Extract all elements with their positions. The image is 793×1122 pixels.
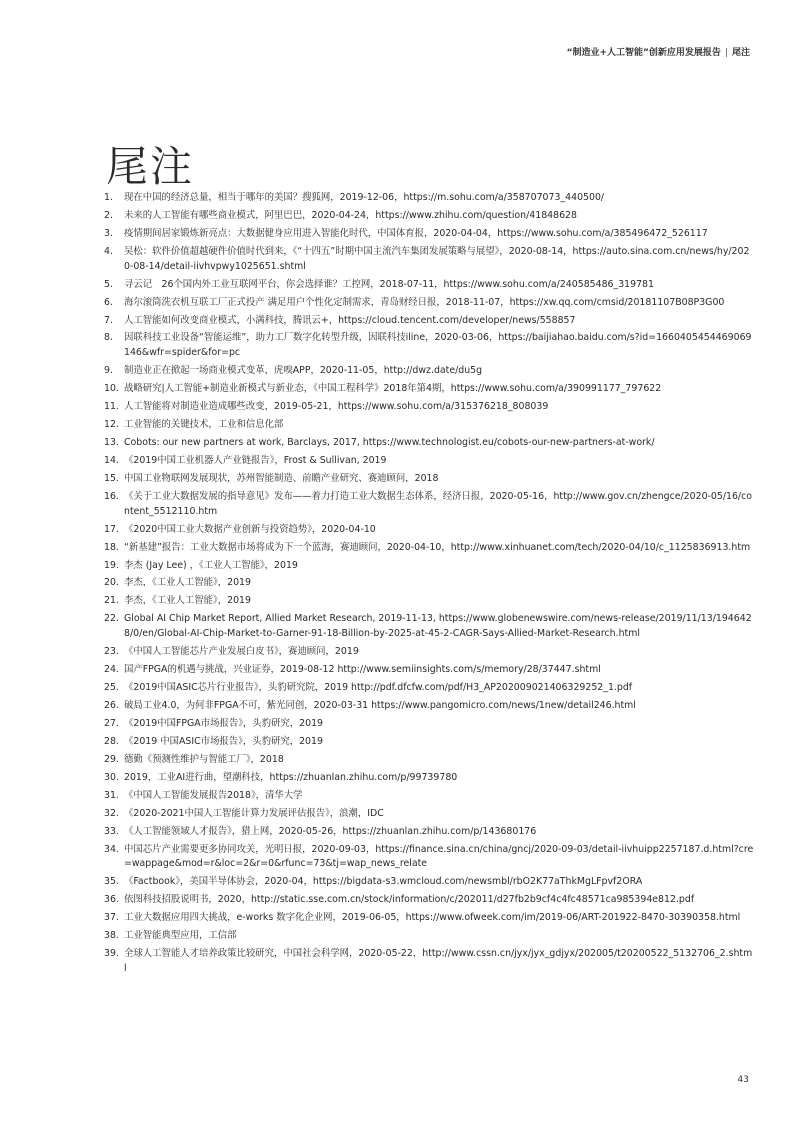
endnote-text: 人工智能将对制造业造成哪些改变，2019-05-21，https://www.sohu.com/a/315376218_808039 (124, 401, 549, 413)
endnote-number: 23. (104, 646, 119, 658)
endnote-number: 15. (104, 472, 119, 484)
endnote-item (104, 436, 754, 451)
endnote-item (104, 875, 754, 890)
endnote-number: 33. (104, 825, 119, 837)
endnote-text: Cobots: our new partners at work, Barclays, 2017, https://www.technologist.eu/cobots-our-new-partners-at-work/ (124, 437, 655, 448)
endnote-text: 2019，工业AI进行曲，望潮科技，https://zhuanlan.zhihu.com/p/99739780 (124, 771, 458, 783)
endnote-item (104, 523, 754, 538)
endnote-item (104, 594, 754, 609)
endnote-number: 37. (104, 912, 119, 924)
endnote-item (104, 947, 754, 976)
endnote-number: 12. (104, 419, 119, 431)
endnote-item (104, 490, 754, 519)
endnote-text: 《Factbook》，美国半导体协会，2020-04，https://bigdata-s3.wmcloud.com/newsmbl/rbO2K77aThkMgLFpvf2ORA (124, 876, 643, 888)
endnote-text: 《2019中国FPGA市场报告》，头豹研究，2019 (124, 717, 323, 729)
endnote-item (104, 612, 754, 641)
endnote-number: 1. (104, 192, 113, 203)
endnote-text: 因联科技工业设备“智能运维”，助力工厂数字化转型升级，因联科技iline，2020-03-06，https://baijiahao.baidu.com/s?id=1660405454469069146&wfr=spider&for=pc (124, 332, 752, 359)
endnote-item (104, 331, 754, 360)
endnote-text: 李杰 (Jay Lee) ，《工业人工智能》，2019 (124, 559, 298, 571)
endnote-number: 13. (104, 437, 119, 448)
endnotes-list (104, 191, 754, 980)
page-title: 尾注 (106, 142, 195, 192)
endnote-text: 《2020-2021中国人工智能计算力发展评估报告》，浪潮，IDC (124, 807, 384, 819)
endnote-text: 《人工智能领域人才报告》，猎上网，2020-05-26，https://zhuanlan.zhihu.com/p/143680176 (124, 825, 537, 837)
endnote-item (104, 418, 754, 433)
endnote-number: 6. (104, 296, 113, 308)
endnote-item (104, 825, 754, 840)
endnote-number: 2. (104, 209, 113, 221)
endnote-number: 10. (104, 383, 119, 395)
endnote-number: 38. (104, 930, 119, 942)
endnote-text: 《2019中国ASIC芯片行业报告》，头豹研究院，2019 http://pdf.dfcfw.com/pdf/H3_AP202009021406329252_1.pdf (124, 682, 633, 693)
endnote-text: 人工智能如何改变商业模式，小满科技，腾讯云+，https://cloud.tencent.com/developer/news/558857 (124, 314, 576, 326)
endnote-number: 26. (104, 699, 119, 711)
endnote-number: 32. (104, 807, 119, 819)
endnote-number: 19. (104, 559, 119, 571)
endnote-item (104, 400, 754, 415)
endnote-item (104, 576, 754, 591)
endnote-text: 《中国人工智能发展报告2018》，清华大学 (124, 789, 303, 801)
report-title: “制造业+人工智能”创新应用发展报告 (566, 48, 721, 58)
endnote-item (104, 681, 754, 696)
endnote-item (104, 314, 754, 329)
endnote-text: 中国芯片产业需要更多协同攻关，光明日报，2020-09-03，https://finance.sina.cn/china/gncj/2020-09-03/detail-iivhuipp2257187.d.html?cre=wappage&mod=r&loc=2&r=0&rfunc=73&tj=wap_news_relate (124, 843, 754, 870)
endnote-number: 3. (104, 227, 113, 239)
endnote-item (104, 364, 754, 379)
endnote-text: 国产FPGA的机遇与挑战，兴业证券，2019-08-12 http://www.semiinsights.com/s/memory/28/37447.shtml (124, 664, 601, 676)
endnote-text: “新基建”报告：工业大数据市场将成为下一个蓝海，赛迪顾问，2020-04-10，http://www.xinhuanet.com/tech/2020-04/10/c_1125836913.htm (124, 541, 751, 553)
endnote-item (104, 929, 754, 944)
header-section: 尾注 (731, 48, 750, 58)
endnote-text: Global AI Chip Market Report, Allied Market Research, 2019-11-13, https://www.globenewswire.com/news-release/2019/11/13/1946428/0/en/Global-AI-Chip-Market-to-Garner-91-18-Billion-by-2025-at-45-2-CAGR-Says-Allied-Market-Research.html (124, 613, 752, 640)
endnote-text: 现在中国的经济总量，相当于哪年的美国？搜狐网，2019-12-06，https://m.sohu.com/a/358707073_440500/ (124, 192, 605, 203)
endnote-text: 工业大数据应用四大挑战，e-works 数字化企业网，2019-06-05，https://www.ofweek.com/im/2019-06/ART-201922-8470-30390358.html (124, 912, 741, 924)
endnote-number: 22. (104, 613, 119, 625)
endnote-item (104, 735, 754, 750)
endnote-number: 30. (104, 771, 119, 783)
endnote-number: 36. (104, 894, 119, 906)
endnote-number: 21. (104, 595, 119, 607)
endnote-item (104, 663, 754, 678)
endnote-number: 24. (104, 664, 119, 676)
endnote-text: 制造业正在掀起一场商业模式变革，虎嗅APP，2020-11-05，http://dwz.date/du5g (124, 365, 483, 377)
endnote-number: 16. (104, 490, 119, 502)
endnote-text: 疫情期间居家锻炼新亮点：大数据健身应用进入智能化时代，中国体育报，2020-04-04，https://www.sohu.com/a/385496472_526117 (124, 227, 708, 239)
endnote-item (104, 472, 754, 487)
endnote-item (104, 209, 754, 224)
endnote-text: 工业智能的关键技术，工业和信息化部 (124, 419, 284, 431)
endnote-number: 7. (104, 314, 113, 326)
endnote-text: 《2019 中国ASIC市场报告》，头豹研究，2019 (124, 735, 323, 747)
endnote-text: 李杰，《工业人工智能》，2019 (124, 595, 251, 607)
endnote-text: 德勤《预测性维护与智能工厂》，2018 (124, 753, 284, 765)
endnote-item (104, 911, 754, 926)
endnote-number: 11. (104, 401, 119, 413)
endnote-item (104, 245, 754, 274)
endnote-item (104, 699, 754, 714)
endnote-number: 5. (104, 278, 113, 290)
endnote-item (104, 789, 754, 804)
endnote-number: 27. (104, 717, 119, 729)
endnote-number: 17. (104, 523, 119, 535)
endnote-item (104, 227, 754, 242)
endnote-item (104, 753, 754, 768)
endnote-text: 全球人工智能人才培养政策比较研究，中国社会科学网，2020-05-22，http://www.cssn.cn/jyx/jyx_gdjyx/202005/t20200522_5132706_2.shtml (124, 948, 753, 974)
endnote-item (104, 191, 754, 206)
endnote-item (104, 807, 754, 822)
endnote-text: 依图科技招股说明书，2020，http://static.sse.com.cn/stock/information/c/202011/d27fb2b9cf4c4fc48571ca985394e812.pdf (124, 894, 695, 906)
endnote-item (104, 645, 754, 660)
endnote-text: 未来的人工智能有哪些商业模式，阿里巴巴，2020-04-24，https://www.zhihu.com/question/41848628 (124, 209, 577, 221)
page-number: 43 (737, 1075, 749, 1085)
endnote-number: 18. (104, 541, 119, 553)
endnote-item (104, 717, 754, 732)
endnote-item (104, 278, 754, 293)
endnote-number: 29. (104, 753, 119, 765)
endnote-number: 34. (104, 843, 119, 855)
endnote-number: 8. (104, 332, 113, 344)
endnote-text: 吴松：软件价值超越硬件价值时代到来，《“十四五”时期中国主流汽车集团发展策略与展望》，2020-08-14，https://auto.sina.com.cn/news/hy/2020-08-14/detail-iivhvpwy1025651.shtml (124, 245, 750, 272)
endnote-number: 25. (104, 682, 119, 693)
endnote-number: 4. (104, 245, 113, 257)
endnote-item (104, 843, 754, 872)
endnote-item (104, 382, 754, 397)
endnote-text: 《关于工业大数据发展的指导意见》发布——着力打造工业大数据生态体系，经济日报，2020-05-16，http://www.gov.cn/zhengce/2020-05/16/content_5512110.htm (124, 490, 752, 517)
endnote-item (104, 893, 754, 908)
endnote-text: 《2019中国工业机器人产业链报告》，Frost & Sullivan, 2019 (124, 454, 387, 466)
endnote-item (104, 296, 754, 311)
endnote-text: 李杰，《工业人工智能》，2019 (124, 577, 251, 589)
endnote-text: 破局工业4.0，为何非FPGA不可，紫光同创，2020-03-31 https://www.pangomicro.com/news/1new/detail246.html (124, 699, 636, 711)
endnote-item (104, 541, 754, 556)
endnote-number: 39. (104, 948, 119, 960)
endnote-number: 28. (104, 735, 119, 747)
endnote-text: 海尔滚筒洗衣机互联工厂正式投产 满足用户个性化定制需求，青岛财经日报，2018-11-07，https://xw.qq.com/cmsid/20181107B08P3G00 (124, 296, 725, 308)
endnote-number: 9. (104, 365, 113, 377)
endnote-item (104, 454, 754, 469)
endnote-number: 35. (104, 876, 119, 888)
endnote-text: 《2020中国工业大数据产业创新与投资趋势》，2020-04-10 (124, 523, 376, 535)
endnote-text: 《中国人工智能芯片产业发展白皮书》，赛迪顾问，2019 (124, 646, 359, 658)
endnote-number: 14. (104, 454, 119, 466)
header-separator: | (724, 48, 728, 58)
endnote-number: 20. (104, 577, 119, 589)
endnote-text: 战略研究|人工智能+制造业新模式与新业态，《中国工程科学》2018年第4期，https://www.sohu.com/a/390991177_797622 (124, 383, 662, 395)
endnote-text: 中国工业物联网发展现状，苏州智能制造、前瞻产业研究、赛迪顾问，2018 (124, 472, 439, 484)
endnote-text: 寻云记 26个国内外工业互联网平台，你会选择谁？工控网，2018-07-11，https://www.sohu.com/a/240585486_319781 (124, 278, 654, 290)
endnote-item (104, 559, 754, 574)
endnote-text: 工业智能典型应用，工信部 (124, 930, 237, 942)
endnote-item (104, 771, 754, 786)
running-header (567, 45, 750, 58)
endnote-number: 31. (104, 789, 119, 801)
